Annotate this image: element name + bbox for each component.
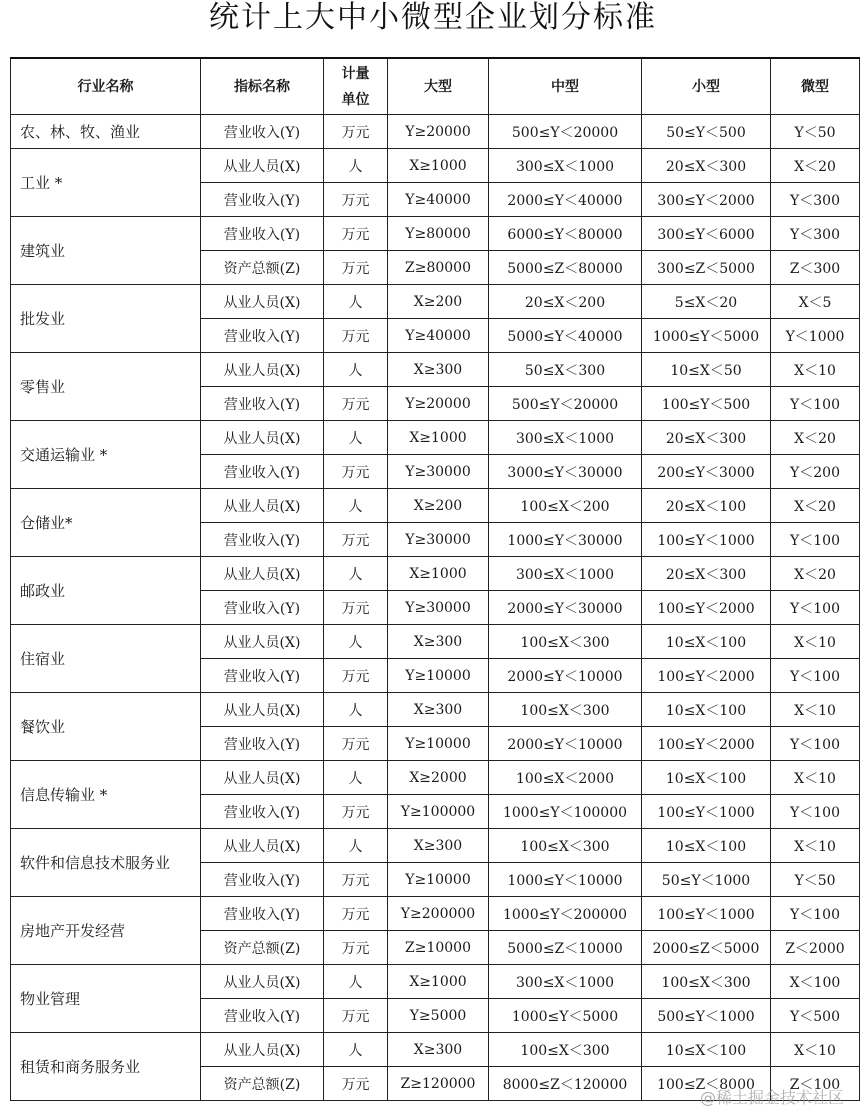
- unit-cell: 万元: [324, 1067, 388, 1101]
- industry-name-cell: 零售业: [11, 353, 201, 421]
- micro-cell: Y＜100: [771, 727, 860, 761]
- classification-table: [10, 57, 860, 1101]
- indicator-cell: 资产总额(Z): [201, 931, 324, 965]
- industry-name-cell: 建筑业: [11, 217, 201, 285]
- medium-cell: 100≤X＜300: [489, 829, 642, 863]
- indicator-cell: 从业人员(X): [201, 285, 324, 319]
- large-cell: X≥300: [388, 1033, 489, 1067]
- medium-cell: 2000≤Y＜40000: [489, 183, 642, 217]
- small-cell: 20≤X＜300: [642, 421, 771, 455]
- table-row: [11, 489, 860, 523]
- micro-cell: Y＜50: [771, 115, 860, 149]
- micro-cell: Y＜100: [771, 387, 860, 421]
- indicator-cell: 从业人员(X): [201, 829, 324, 863]
- unit-cell: 万元: [324, 795, 388, 829]
- table-row: [11, 285, 860, 319]
- medium-cell: 300≤X＜1000: [489, 421, 642, 455]
- micro-cell: Y＜100: [771, 523, 860, 557]
- large-cell: Y≥20000: [388, 387, 489, 421]
- large-cell: X≥300: [388, 353, 489, 387]
- small-cell: 300≤Z＜5000: [642, 251, 771, 285]
- industry-name-cell: 交通运输业 *: [11, 421, 201, 489]
- unit-cell: 万元: [324, 387, 388, 421]
- medium-cell: 5000≤Z＜10000: [489, 931, 642, 965]
- large-cell: X≥1000: [388, 557, 489, 591]
- small-cell: 10≤X＜100: [642, 693, 771, 727]
- large-cell: Y≥10000: [388, 863, 489, 897]
- micro-cell: X＜10: [771, 761, 860, 795]
- table-row: [11, 149, 860, 183]
- micro-cell: Z＜2000: [771, 931, 860, 965]
- table-row: [11, 829, 860, 863]
- table-row: [11, 557, 860, 591]
- unit-cell: 万元: [324, 115, 388, 149]
- table-header-row: [11, 58, 860, 115]
- medium-cell: 1000≤Y＜30000: [489, 523, 642, 557]
- industry-name-cell: 住宿业: [11, 625, 201, 693]
- table-row: [11, 421, 860, 455]
- unit-cell: 人: [324, 761, 388, 795]
- industry-name-cell: 物业管理: [11, 965, 201, 1033]
- industry-name-cell: 租赁和商务服务业: [11, 1033, 201, 1101]
- micro-cell: Y＜300: [771, 217, 860, 251]
- unit-cell: 人: [324, 353, 388, 387]
- unit-cell: 万元: [324, 931, 388, 965]
- large-cell: Y≥10000: [388, 659, 489, 693]
- industry-name-cell: 工业 *: [11, 149, 201, 217]
- small-cell: 50≤Y＜1000: [642, 863, 771, 897]
- page-title: 统计上大中小微型企业划分标准: [209, 0, 657, 35]
- large-cell: Y≥80000: [388, 217, 489, 251]
- unit-cell: 万元: [324, 251, 388, 285]
- medium-cell: 50≤X＜300: [489, 353, 642, 387]
- small-cell: 20≤X＜300: [642, 557, 771, 591]
- table-row: [11, 965, 860, 999]
- small-cell: 20≤X＜100: [642, 489, 771, 523]
- unit-cell: 万元: [324, 591, 388, 625]
- indicator-cell: 从业人员(X): [201, 149, 324, 183]
- header-indicator: 指标名称: [201, 58, 324, 115]
- small-cell: 5≤X＜20: [642, 285, 771, 319]
- header-large: 大型: [388, 58, 489, 115]
- micro-cell: X＜20: [771, 421, 860, 455]
- industry-name-cell: 软件和信息技术服务业: [11, 829, 201, 897]
- unit-cell: 人: [324, 149, 388, 183]
- micro-cell: X＜5: [771, 285, 860, 319]
- unit-cell: 万元: [324, 319, 388, 353]
- micro-cell: X＜10: [771, 353, 860, 387]
- small-cell: 500≤Y＜1000: [642, 999, 771, 1033]
- industry-name-cell: 仓储业*: [11, 489, 201, 557]
- large-cell: Y≥40000: [388, 319, 489, 353]
- medium-cell: 300≤X＜1000: [489, 149, 642, 183]
- medium-cell: 2000≤Y＜10000: [489, 727, 642, 761]
- large-cell: X≥300: [388, 829, 489, 863]
- small-cell: 100≤Z＜8000: [642, 1067, 771, 1101]
- large-cell: X≥200: [388, 489, 489, 523]
- micro-cell: X＜10: [771, 693, 860, 727]
- unit-cell: 万元: [324, 897, 388, 931]
- indicator-cell: 从业人员(X): [201, 489, 324, 523]
- unit-cell: 万元: [324, 523, 388, 557]
- small-cell: 100≤Y＜2000: [642, 591, 771, 625]
- small-cell: 100≤X＜300: [642, 965, 771, 999]
- small-cell: 100≤Y＜1000: [642, 795, 771, 829]
- small-cell: 100≤Y＜1000: [642, 523, 771, 557]
- indicator-cell: 从业人员(X): [201, 693, 324, 727]
- indicator-cell: 资产总额(Z): [201, 251, 324, 285]
- unit-cell: 万元: [324, 217, 388, 251]
- micro-cell: X＜10: [771, 829, 860, 863]
- medium-cell: 2000≤Y＜30000: [489, 591, 642, 625]
- large-cell: X≥300: [388, 625, 489, 659]
- industry-name-cell: 餐饮业: [11, 693, 201, 761]
- unit-cell: 万元: [324, 659, 388, 693]
- indicator-cell: 营业收入(Y): [201, 659, 324, 693]
- large-cell: X≥1000: [388, 149, 489, 183]
- header-unit-line1: 计量: [341, 65, 370, 82]
- small-cell: 2000≤Z＜5000: [642, 931, 771, 965]
- table-row: [11, 1033, 860, 1067]
- unit-cell: 人: [324, 421, 388, 455]
- unit-cell: 人: [324, 965, 388, 999]
- header-small: 小型: [642, 58, 771, 115]
- micro-cell: Y＜100: [771, 897, 860, 931]
- large-cell: Z≥80000: [388, 251, 489, 285]
- small-cell: 10≤X＜100: [642, 761, 771, 795]
- small-cell: 300≤Y＜6000: [642, 217, 771, 251]
- indicator-cell: 从业人员(X): [201, 965, 324, 999]
- large-cell: Z≥120000: [388, 1067, 489, 1101]
- watermark: @稀土掘金技术社区: [699, 1088, 844, 1107]
- medium-cell: 20≤X＜200: [489, 285, 642, 319]
- indicator-cell: 从业人员(X): [201, 625, 324, 659]
- indicator-cell: 营业收入(Y): [201, 999, 324, 1033]
- industry-name-cell: 房地产开发经营: [11, 897, 201, 965]
- indicator-cell: 从业人员(X): [201, 557, 324, 591]
- small-cell: 300≤Y＜2000: [642, 183, 771, 217]
- unit-cell: 人: [324, 1033, 388, 1067]
- large-cell: X≥2000: [388, 761, 489, 795]
- indicator-cell: 从业人员(X): [201, 1033, 324, 1067]
- small-cell: 10≤X＜100: [642, 1033, 771, 1067]
- medium-cell: 1000≤Y＜10000: [489, 863, 642, 897]
- unit-cell: 人: [324, 285, 388, 319]
- indicator-cell: 营业收入(Y): [201, 115, 324, 149]
- indicator-cell: 从业人员(X): [201, 421, 324, 455]
- table-row: [11, 115, 860, 149]
- table-row: [11, 625, 860, 659]
- unit-cell: 万元: [324, 863, 388, 897]
- indicator-cell: 营业收入(Y): [201, 183, 324, 217]
- micro-cell: X＜20: [771, 557, 860, 591]
- unit-cell: 万元: [324, 727, 388, 761]
- small-cell: 100≤Y＜2000: [642, 727, 771, 761]
- large-cell: Y≥20000: [388, 115, 489, 149]
- unit-cell: 人: [324, 829, 388, 863]
- header-micro: 微型: [771, 58, 860, 115]
- large-cell: Y≥40000: [388, 183, 489, 217]
- large-cell: Y≥30000: [388, 591, 489, 625]
- medium-cell: 100≤X＜2000: [489, 761, 642, 795]
- small-cell: 100≤Y＜2000: [642, 659, 771, 693]
- medium-cell: 1000≤Y＜200000: [489, 897, 642, 931]
- indicator-cell: 营业收入(Y): [201, 863, 324, 897]
- medium-cell: 5000≤Y＜40000: [489, 319, 642, 353]
- medium-cell: 2000≤Y＜10000: [489, 659, 642, 693]
- large-cell: Y≥5000: [388, 999, 489, 1033]
- unit-cell: 万元: [324, 183, 388, 217]
- small-cell: 10≤X＜100: [642, 625, 771, 659]
- medium-cell: 1000≤Y＜5000: [489, 999, 642, 1033]
- small-cell: 100≤Y＜500: [642, 387, 771, 421]
- micro-cell: X＜20: [771, 149, 860, 183]
- indicator-cell: 营业收入(Y): [201, 523, 324, 557]
- medium-cell: 100≤X＜300: [489, 625, 642, 659]
- small-cell: 10≤X＜50: [642, 353, 771, 387]
- header-unit: [324, 58, 388, 115]
- medium-cell: 100≤X＜300: [489, 693, 642, 727]
- table-body: [11, 115, 860, 1101]
- medium-cell: 3000≤Y＜30000: [489, 455, 642, 489]
- indicator-cell: 营业收入(Y): [201, 795, 324, 829]
- micro-cell: Y＜100: [771, 659, 860, 693]
- unit-cell: 人: [324, 625, 388, 659]
- header-medium: 中型: [489, 58, 642, 115]
- indicator-cell: 营业收入(Y): [201, 727, 324, 761]
- small-cell: 100≤Y＜1000: [642, 897, 771, 931]
- indicator-cell: 资产总额(Z): [201, 1067, 324, 1101]
- micro-cell: Z＜300: [771, 251, 860, 285]
- micro-cell: X＜10: [771, 625, 860, 659]
- micro-cell: Y＜50: [771, 863, 860, 897]
- table-row: [11, 217, 860, 251]
- medium-cell: 500≤Y＜20000: [489, 387, 642, 421]
- header-industry: 行业名称: [11, 58, 201, 115]
- medium-cell: 1000≤Y＜100000: [489, 795, 642, 829]
- large-cell: Y≥100000: [388, 795, 489, 829]
- small-cell: 1000≤Y＜5000: [642, 319, 771, 353]
- header-unit-line2: 单位: [341, 91, 370, 108]
- indicator-cell: 营业收入(Y): [201, 217, 324, 251]
- medium-cell: 5000≤Z＜80000: [489, 251, 642, 285]
- unit-cell: 万元: [324, 999, 388, 1033]
- large-cell: Z≥10000: [388, 931, 489, 965]
- micro-cell: Z＜100: [771, 1067, 860, 1101]
- large-cell: Y≥30000: [388, 523, 489, 557]
- industry-name-cell: 邮政业: [11, 557, 201, 625]
- medium-cell: 6000≤Y＜80000: [489, 217, 642, 251]
- small-cell: 200≤Y＜3000: [642, 455, 771, 489]
- micro-cell: X＜10: [771, 1033, 860, 1067]
- table-row: [11, 897, 860, 931]
- unit-cell: 人: [324, 489, 388, 523]
- indicator-cell: 从业人员(X): [201, 761, 324, 795]
- medium-cell: 300≤X＜1000: [489, 557, 642, 591]
- indicator-cell: 营业收入(Y): [201, 319, 324, 353]
- micro-cell: Y＜300: [771, 183, 860, 217]
- medium-cell: 500≤Y＜20000: [489, 115, 642, 149]
- indicator-cell: 营业收入(Y): [201, 897, 324, 931]
- small-cell: 50≤Y＜500: [642, 115, 771, 149]
- medium-cell: 8000≤Z＜120000: [489, 1067, 642, 1101]
- micro-cell: Y＜1000: [771, 319, 860, 353]
- micro-cell: X＜20: [771, 489, 860, 523]
- unit-cell: 人: [324, 693, 388, 727]
- large-cell: X≥300: [388, 693, 489, 727]
- unit-cell: 万元: [324, 455, 388, 489]
- micro-cell: Y＜100: [771, 795, 860, 829]
- indicator-cell: 从业人员(X): [201, 353, 324, 387]
- industry-name-cell: 信息传输业 *: [11, 761, 201, 829]
- industry-name-cell: 农、林、牧、渔业: [11, 115, 201, 149]
- indicator-cell: 营业收入(Y): [201, 387, 324, 421]
- medium-cell: 100≤X＜300: [489, 1033, 642, 1067]
- medium-cell: 100≤X＜200: [489, 489, 642, 523]
- large-cell: Y≥200000: [388, 897, 489, 931]
- table-row: [11, 761, 860, 795]
- table-row: [11, 693, 860, 727]
- large-cell: Y≥30000: [388, 455, 489, 489]
- micro-cell: Y＜100: [771, 591, 860, 625]
- unit-cell: 人: [324, 557, 388, 591]
- micro-cell: Y＜200: [771, 455, 860, 489]
- industry-name-cell: 批发业: [11, 285, 201, 353]
- small-cell: 20≤X＜300: [642, 149, 771, 183]
- large-cell: X≥1000: [388, 965, 489, 999]
- medium-cell: 300≤X＜1000: [489, 965, 642, 999]
- micro-cell: Y＜500: [771, 999, 860, 1033]
- small-cell: 10≤X＜100: [642, 829, 771, 863]
- table-row: [11, 353, 860, 387]
- indicator-cell: 营业收入(Y): [201, 591, 324, 625]
- micro-cell: X＜100: [771, 965, 860, 999]
- large-cell: X≥200: [388, 285, 489, 319]
- indicator-cell: 营业收入(Y): [201, 455, 324, 489]
- large-cell: Y≥10000: [388, 727, 489, 761]
- large-cell: X≥1000: [388, 421, 489, 455]
